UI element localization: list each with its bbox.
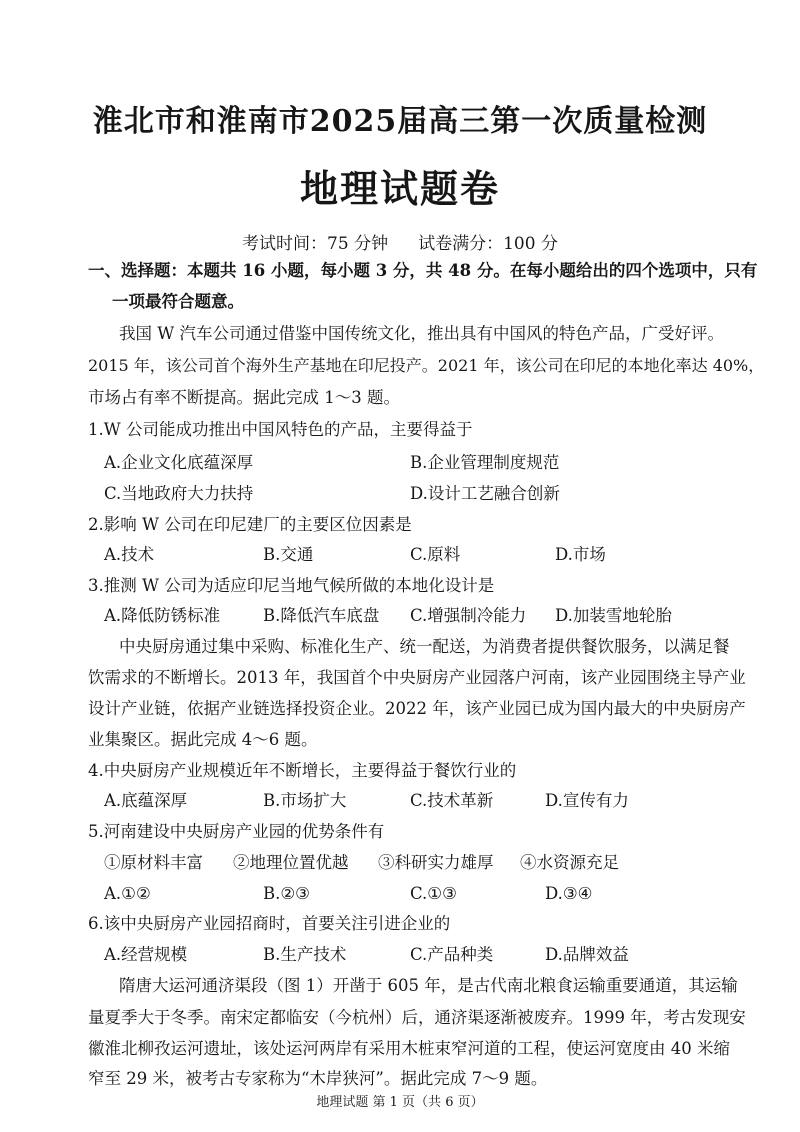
question-2-option-c: C.原料 xyxy=(410,545,461,564)
question-5-option-b: B.②③ xyxy=(263,884,310,903)
question-5-option-d: D.③④ xyxy=(545,884,593,903)
question-3-option-a: A.降低防锈标准 xyxy=(104,606,221,625)
exam-info xyxy=(0,229,800,254)
full-score: 试卷满分：100 分 xyxy=(418,234,558,254)
question-5-statement-3: ③科研实力雄厚 xyxy=(378,853,494,872)
question-2-option-d: D.市场 xyxy=(555,545,606,564)
question-5-statement-2: ②地理位置优越 xyxy=(233,853,349,872)
question-5-option-c: C.①③ xyxy=(410,884,457,903)
question-4-option-a: A.底蕴深厚 xyxy=(104,791,188,810)
question-2-stem: 2.影响 W 公司在印尼建厂的主要区位因素是 xyxy=(88,515,412,534)
question-2-option-a: A.技术 xyxy=(104,545,155,564)
passage3-line4: 窄至 29 米，被考古专家称为“木岸狭河”。据此完成 7～9 题。 xyxy=(88,1069,548,1088)
question-1-option-a: A.企业文化底蕴深厚 xyxy=(104,453,254,472)
question-4-option-b: B.市场扩大 xyxy=(263,791,347,810)
question-4-option-d: D.宣传有力 xyxy=(545,791,629,810)
question-5-statement-4: ④水资源充足 xyxy=(520,853,619,872)
subject-title: 地理试题卷 xyxy=(299,166,500,211)
passage2-line2: 饮需求的不断增长。2013 年，我国首个中央厨房产业园落户河南，该产业园围绕主导产业 xyxy=(88,668,746,687)
passage2-line3: 设计产业链，依据产业链选择投资企业。2022 年，该产业园已成为国内最大的中央厨房产 xyxy=(88,699,746,718)
question-6-option-c: C.产品种类 xyxy=(410,945,494,964)
question-4-option-c: C.技术革新 xyxy=(410,791,494,810)
question-1-stem: 1.W 公司能成功推出中国风特色的产品，主要得益于 xyxy=(88,420,473,439)
passage1-line2: 2015 年，该公司首个海外生产基地在印尼投产。2021 年，该公司在印尼的本地化率达 40%， xyxy=(88,356,765,375)
question-6-option-a: A.经营规模 xyxy=(104,945,188,964)
question-1-option-c: C.当地政府大力扶持 xyxy=(104,484,254,503)
question-3-stem: 3.推测 W 公司为适应印尼当地气候所做的本地化设计是 xyxy=(88,576,495,595)
question-3-option-c: C.增强制冷能力 xyxy=(410,606,527,625)
passage2-line1: 中央厨房通过集中采购、标准化生产、统一配送，为消费者提供餐饮服务，以满足餐 xyxy=(119,637,730,656)
question-5-stem: 5.河南建设中央厨房产业园的优势条件有 xyxy=(88,822,385,841)
section-heading-line1: 一、选择题：本题共 16 小题，每小题 3 分，共 48 分。在每小题给出的四个选项中，只有 xyxy=(88,261,758,280)
exam-time: 考试时间：75 分钟 xyxy=(242,234,389,254)
question-4-stem: 4.中央厨房产业规模近年不断增长，主要得益于餐饮行业的 xyxy=(88,761,517,780)
question-5-statement-1: ①原材料丰富 xyxy=(104,853,203,872)
question-6-stem: 6.该中央厨房产业园招商时，首要关注引进企业的 xyxy=(88,914,451,933)
question-6-option-d: D.品牌效益 xyxy=(545,945,629,964)
question-1-option-b: B.企业管理制度规范 xyxy=(410,453,560,472)
exam-title: 淮北市和淮南市2025届高三第一次质量检测 xyxy=(92,104,708,139)
passage2-line4: 业集聚区。据此完成 4～6 题。 xyxy=(88,730,318,749)
passage1-line1: 我国 W 汽车公司通过借鉴中国传统文化，推出具有中国风的特色产品，广受好评。 xyxy=(119,324,724,343)
passage3-line2: 量夏季大于冬季。南宋定都临安（今杭州）后，通济渠逐渐被废弃。1999 年，考古发现安 xyxy=(88,1008,746,1027)
question-3-option-b: B.降低汽车底盘 xyxy=(263,606,380,625)
section-heading-line2: 一项最符合题意。 xyxy=(112,292,244,311)
passage1-line3: 市场占有率不断提高。据此完成 1～3 题。 xyxy=(88,388,400,407)
page-footer: 地理试题 第 1 页（共 6 页） xyxy=(316,1095,484,1110)
question-2-option-b: B.交通 xyxy=(263,545,314,564)
question-1-option-d: D.设计工艺融合创新 xyxy=(410,484,560,503)
question-5-option-a: A.①② xyxy=(104,884,151,903)
passage3-line3: 徽淮北柳孜运河遗址，该处运河两岸有采用木桩束窄河道的工程，使运河宽度由 40 米缩 xyxy=(88,1039,730,1058)
question-3-option-d: D.加装雪地轮胎 xyxy=(555,606,672,625)
passage3-line1: 隋唐大运河通济渠段（图 1）开凿于 605 年，是古代南北粮食运输重要通道，其运输 xyxy=(119,976,738,995)
question-6-option-b: B.生产技术 xyxy=(263,945,347,964)
